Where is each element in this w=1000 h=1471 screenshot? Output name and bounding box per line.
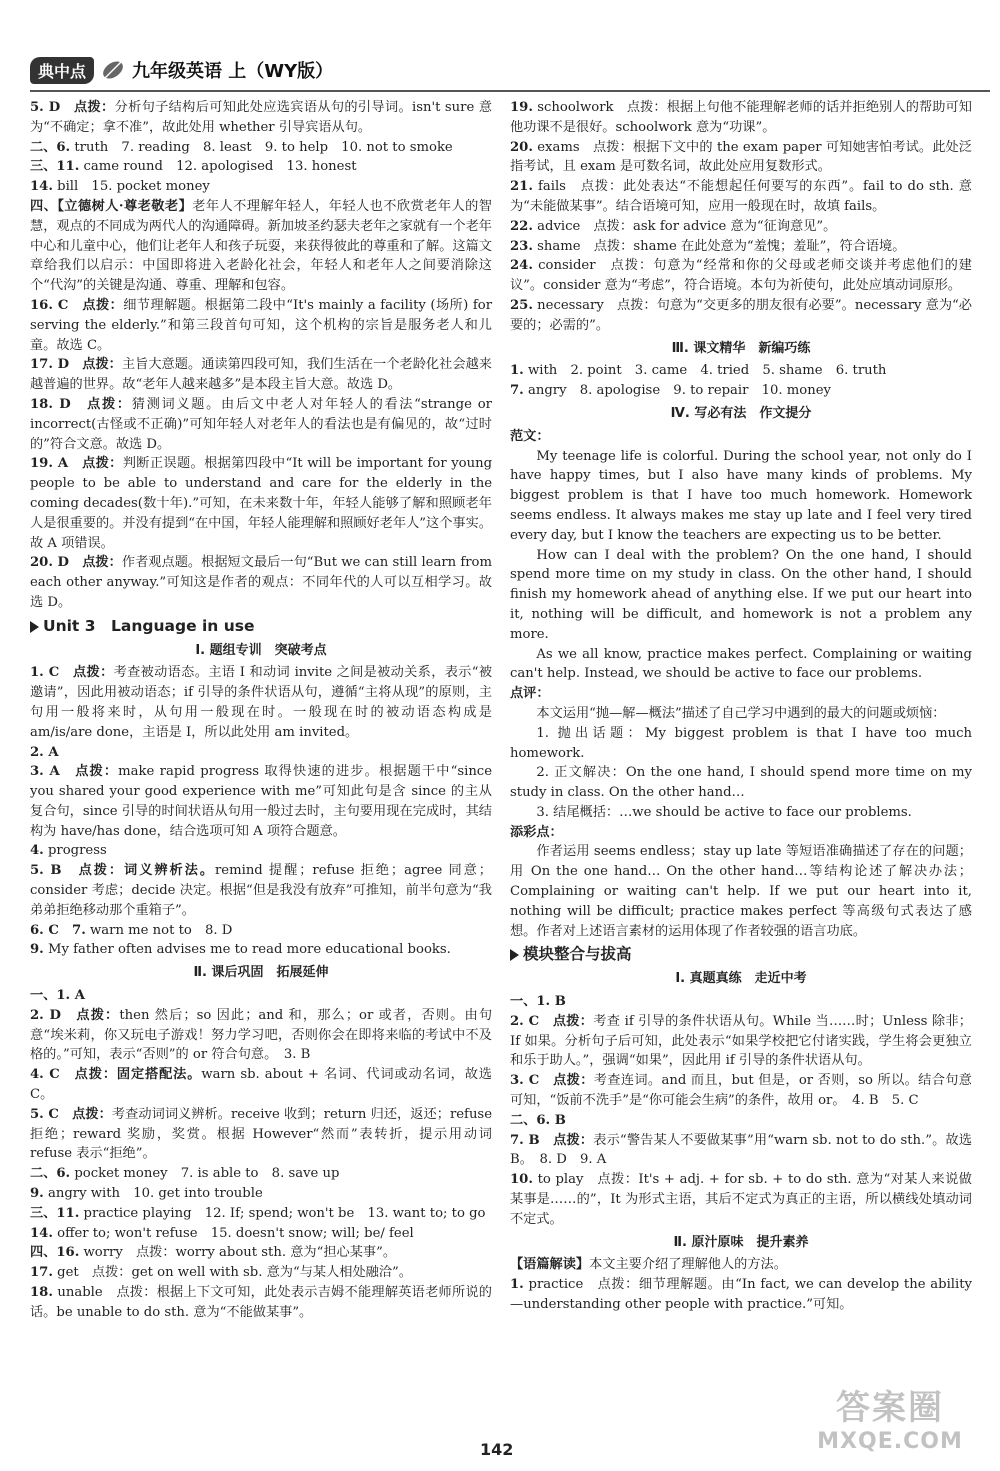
answer-item [510,992,972,1012]
answer-text: As we all know, practice makes perfect. Complaining or waiting can't help. Instead, we should be active to face our problems. [510,646,972,682]
answer-label: 1. [510,363,524,379]
answer-label: 4. C 点拨：固定搭配法。 [30,1067,202,1083]
answer-label: 一、1. B [510,994,566,1010]
answer-label: 一、1. A [30,988,85,1004]
answer-label: 7. B 点拨： [510,1132,594,1148]
answer-item [510,1255,972,1275]
answer-text: schoolwork 点拨：根据上句他不能理解老师的话并拒绝别人的帮助可知他功课不是很好。schoolwork 意为“功课”。 [510,100,972,135]
answer-item [30,1184,492,1204]
section-heading: Ⅳ. 写必有法 作文提分 [670,405,812,421]
answer-item [30,1243,492,1263]
unit-heading-text: 模块整合与拔高 [523,945,632,964]
unit-heading [30,617,492,637]
answer-text: 猜测词义题。由后文中老人对年轻人的看法“strange or incorrect(古怪或不正确)”可知年轻人对老年人的看法也是有偏见的，故“过时的”符合文意。故选 D。 [30,396,492,452]
answer-item [510,98,972,138]
answer-label: 20. D 点拨： [30,555,122,571]
answer-item [510,381,972,401]
answer-text: worry 点拨：worry about sth. 意为“担心某事”。 [79,1245,397,1261]
answer-label: 添彩点： [510,824,563,840]
answer-item [510,763,972,803]
answer-label: 三、11. [30,159,80,175]
answer-item [510,217,972,237]
answer-label: 21. [510,179,533,195]
triangle-bullet-icon [30,621,39,633]
answer-item [30,841,492,861]
answer-text: practice playing 12. If; spend; won't be 13. want to; to go [79,1205,486,1221]
answer-label: 二、6. [30,139,71,155]
section-heading: Ⅱ. 原汁原味 提升素养 [673,1234,809,1250]
answer-text: get 点拨：get on well with sb. 意为“与某人相处融洽”。 [52,1265,412,1281]
answer-text: 作者运用 seems endless；stay up late 等短语准确描述了存在的问题；用 On the one hand… On the other hand…等结构论述了解决办法；Complaining or waiting can't help. If we put our heart into it, nothing will be difficult; practice makes perfect 等高级句式表达了感想。作者对上述语言素材的运用体现了作者较强的语言功底。 [510,844,972,939]
answer-label: 25. [510,297,533,313]
answer-text: unable 点拨：根据上下文可知，此处表示吉姆不能理解英语老师所说的话。be unable to do sth. 意为“不能做某事”。 [30,1285,492,1320]
answer-item [510,447,972,546]
answer-text: 考查被动语态。主语 I 和动词 invite 之间是被动关系，表示“被邀请”，因此用被动语态；if 引导的条件状语从句，遵循“主将从现”的原则，主句用一般将来时，从句用一般现在时。一般现在时的被动语态构成是 am/is/are done，主语是 I，所以此处用 am invited。 [30,665,493,740]
answer-text: necessary 点拨：句意为“交更多的朋友很有必要”。necessary 意为“必要的；必需的”。 [510,297,972,333]
answer-label: 6. C 7. [30,922,86,938]
answer-text: consider 点拨：句意为“经常和你的父母或老师交谈并考虑他们的建议”。consider 意为“考虑”，符合语境。本句为祈使句，此处应填动词原形。 [510,258,972,294]
answer-label: 16. C 点拨： [30,297,124,313]
answer-text: warn me not to 8. D [85,922,233,938]
answer-label: 9. [30,942,44,958]
answer-label: 23. [510,238,533,254]
answer-label: 4. [30,843,44,859]
answer-text: then 然后；so 因此；and 和，那么；or 或者，否则。由句意“埃米莉，你又玩电子游戏！努力学习吧，否则你会在即将来临的考试中不及格的。”可知，表示“否则”的 or 符合句意。 3. B [30,1007,493,1063]
answer-label: 14. [30,1225,53,1241]
answer-item [510,842,972,941]
answer-item [30,940,492,960]
answer-label: 1. [510,1277,524,1293]
answer-label: 二、6. [30,1166,71,1182]
answer-label: 2. D 点拨： [30,1007,120,1023]
answer-text: 2. 正文解决：On the one hand, I should spend more time on my study in class. On the other hand… [510,765,972,801]
answer-item [30,1006,492,1065]
answer-item [510,1170,972,1229]
answer-text: remind 提醒；refuse 拒绝；agree 同意；consider 考虑；decide 决定。根据“但是我没有放弃”可推知，前半句意为“我弟弟拒绝移动那个重箱子”。 [30,863,492,918]
answer-text: with 2. point 3. came 4. tried 5. shame 6. truth [523,363,887,379]
answer-item [30,1105,492,1164]
answer-item [510,1012,972,1071]
answer-text: 表示“警告某人不要做某事”用“warn sb. not to do sth.”。故选 B。 8. D 9. A [510,1132,972,1168]
answer-text: angry with 10. get into trouble [43,1186,263,1202]
answer-label: 22. [510,218,533,234]
header-divider [30,90,990,92]
unit-heading [510,945,972,965]
answer-text: 分析句子结构后可知此处应选宾语从句的引导词。isn't sure 意为“不确定；拿不准”，故此处用 whether 引导宾语从句。 [30,100,493,135]
answer-text: fails 点拨：此处表达“不能想起任何要写的东西”。fail to do sth. 意为“未能做某事”。结合语境可知，应用一般现在时，故填 fails。 [510,179,972,214]
answer-label: 5. B 点拨：词义辨析法。 [30,863,215,879]
answer-item [510,1275,972,1315]
answer-label: 20. [510,139,533,155]
answer-text: 本文运用“抛—解—概法”描述了自己学习中遇到的最大的问题或烦恼： [536,705,946,721]
section-heading: Ⅲ. 课文精华 新编巧练 [671,340,811,356]
answer-label: 17. D 点拨： [30,357,122,373]
answer-text: pocket money 7. is able to 8. save up [70,1166,340,1182]
answer-label: 【语篇解读】 [510,1257,590,1273]
answer-item [30,177,492,197]
left-column [30,98,492,1323]
answer-text: to play 点拨：It's + adj. + for sb. + to do sth. 意为“对某人来说做某事是……的”，It 为形式主语，其后不定式为真正的主语，所以横线处填动词不定式。 [510,1172,972,1227]
answer-text: came round 12. apologised 13. honest [79,159,357,175]
section-heading: Ⅰ. 题组专训 突破考点 [195,642,327,658]
answer-item [510,138,972,178]
answer-label: 范文： [510,428,550,444]
answer-item [30,553,492,612]
site-watermark: 答案圈 MXQE.COM [817,1388,963,1454]
answer-text: 作者观点题。根据短文最后一句“But we can still learn from each other anyway.”可知这是作者的观点：不同年代的人可以互相学习。故选 D。 [30,555,492,610]
answer-label: 四、【立德树人·尊老敬老】 [30,198,193,214]
answer-item [30,157,492,177]
answer-text: bill 15. pocket money [52,179,210,195]
answer-label: 19. [510,100,533,115]
answer-text: 3. 结尾概括：…we should be active to face our problems. [536,804,912,820]
answer-text: angry 8. apologise 9. to repair 10. money [523,383,831,399]
answer-item [30,921,492,941]
answer-label: 三、11. [30,1205,80,1221]
answer-label: 19. A 点拨： [30,456,123,472]
answer-label: 3. A 点拨： [30,764,119,780]
answer-text: 1. 抛出话题：My biggest problem is that I have too much homework. [510,725,972,761]
answer-label: 17. [30,1265,53,1281]
answer-text: My father often advises me to read more educational books. [43,942,451,958]
answer-item [30,1224,492,1244]
answer-item [30,1283,492,1323]
answer-text: make rapid progress 取得快速的进步。根据题干中“since you shared your good experience with me”可知此句是含 since 的主从复合句，since 引导的时间状语从句用一般过去时，主句要用现在完成时，其结构为 have/has done，结合选项可知 A 项符合题意。 [30,764,492,839]
answer-text: advice 点拨：ask for advice 意为“征询意见”。 [532,218,837,234]
answer-item [30,1065,492,1105]
book-title: 九年级英语 上（WY版） [132,61,334,82]
answer-item [30,454,492,553]
answer-item [510,546,972,645]
answer-item [510,427,972,447]
answer-item [510,803,972,823]
leaf-icon [100,57,126,83]
answer-label: 14. [30,179,53,195]
answer-item [30,197,492,296]
answer-text: 细节理解题。根据第二段中“It's mainly a facility (场所) for serving the elderly.”和第三段首句可知，这个机构的宗旨是服务老人和儿童。故选 C。 [30,297,493,353]
answer-text: 老年人不理解年轻人，年轻人也不欣赏老年人的智慧，观点的不同成为两代人的沟通障碍。新加坡圣约瑟夫老年之家就有一个老年中心和儿童中心，他们让老年人和孩子玩耍，来获得彼此的尊重和了解。这篇文章给我们以启示：中国即将进入老龄化社会，年轻人和老年人之间要消除这个“代沟”的关键是沟通、尊重、理解和包容。 [30,198,492,294]
answer-item [30,98,492,138]
answer-label: 24. [510,258,533,274]
answer-item [30,1263,492,1283]
answer-item [30,762,492,841]
section-heading: Ⅰ. 真题真练 走近中考 [675,971,807,987]
answer-item [30,1164,492,1184]
answer-text: My teenage life is colorful. During the school year, not only do I have happy times, but I also have many kinds of problems. My biggest problem is that I have too much homework. Homework seems endless. It always makes me stay up late and I feel very tired every day, but I know the teachers are expecting us to be better. [510,448,972,543]
triangle-bullet-icon [510,949,519,961]
answer-label: 10. [510,1172,533,1188]
answer-item [510,823,972,843]
answer-text: offer to; won't refuse 15. doesn't snow; will; be/ feel [52,1225,414,1241]
answer-text: warn sb. about + 名词、代词或动名词，故选 C。 [30,1067,492,1103]
answer-label: 18. D 点拨： [30,396,132,412]
unit-heading-text: Unit 3 Language in use [43,616,255,635]
answer-item [510,256,972,296]
answer-label: 7. [510,383,524,399]
answer-item [510,237,972,257]
answer-label: 3. C 点拨： [510,1073,594,1089]
answer-text: 本文主要介绍了理解他人的方法。 [589,1257,787,1273]
answer-text: 主旨大意题。通读第四段可知，我们生活在一个老龄化社会越来越普遍的世界。故“老年人越来越多”是本段主旨大意。故选 D。 [30,357,492,393]
answer-label: 5. D 点拨： [30,100,115,115]
answer-text: truth 7. reading 8. least 9. to help 10. not to smoke [70,139,453,155]
answer-item [510,645,972,685]
answer-text: 判断正误题。根据第四段中“It will be important for young people to be able to understand and care for the elderly in the coming decades(数十年).”可知，在未来数十年，年轻人能够了解和照顾老年人是很重要的。并没有提到“在中国，年轻人能理解和照顾好老年人”这个事实。故 A 项错误。 [30,456,493,551]
answer-text: 考查动词词义辨析。receive 收到；return 归还，返还；refuse 拒绝；reward 奖励，奖赏。根据 However“然而”表转折，提示用动词 refuse 表示“拒绝”。 [30,1106,493,1162]
answer-text: 考查连词。and 而且，but 但是，or 否则，so 所以。结合句意可知，“饭前不洗手”是“你可能会生病”的条件，故用 or。 4. B 5. C [510,1073,972,1109]
answer-item [510,1111,972,1131]
answer-item [30,986,492,1006]
answer-text: practice 点拨：细节理解题。由“In fact, we can develop the ability—understanding other people with practice.”可知。 [510,1277,972,1313]
section-heading: Ⅱ. 课后巩固 拓展延伸 [193,965,329,981]
answer-label: 2. C 点拨： [510,1013,594,1029]
answer-label: 2. A [30,744,59,760]
answer-label: 5. C 点拨： [30,1106,112,1122]
answer-item [30,355,492,395]
answer-label: 四、16. [30,1245,80,1261]
page-number: 142 [480,1440,514,1459]
answer-item [510,684,972,704]
answer-label: 9. [30,1186,44,1202]
answer-item [510,177,972,217]
answer-item [30,296,492,355]
answer-text: progress [43,843,107,859]
answer-item [30,138,492,158]
page-header [30,52,980,88]
answer-text: 考查 if 引导的条件状语从句。While 当……时；Unless 除非；If 如果。分析句子后可知，此处表示“如果学校把它付诸实践，学生将会更独立和乐于助人。”，强调“如果”，因此用 if 引导的条件状语从句。 [510,1013,972,1069]
answer-label: 18. [30,1285,53,1301]
answer-item [30,1204,492,1224]
answer-item [510,1131,972,1171]
answer-text: exams 点拨：根据下文中的 the exam paper 可知她害怕考试。此处泛指考试，且 exam 是可数名词，故此处应用复数形式。 [510,139,972,175]
answer-item [30,861,492,920]
answer-text: How can I deal with the problem? On the one hand, I should spend more time on my study in class. On the other hand, I should finish my homework ahead of anything else. If we put our heart into it, nothing will be difficult, and homework is not a problem any more. [510,547,972,642]
answer-item [510,361,972,381]
answer-item [510,704,972,724]
answer-label: 二、6. B [510,1112,566,1128]
answer-item [30,395,492,454]
answer-item [30,743,492,763]
right-column [510,98,972,1315]
answer-item [510,724,972,764]
answer-item [510,296,972,336]
answer-label: 点评： [510,686,550,702]
answer-item [30,663,492,742]
answer-label: 1. C 点拨： [30,665,114,681]
answer-text: shame 点拨：shame 在此处意为“羞愧；羞耻”，符合语境。 [532,238,906,254]
answer-item [510,1071,972,1111]
publisher-logo: 典中点 [30,57,94,84]
